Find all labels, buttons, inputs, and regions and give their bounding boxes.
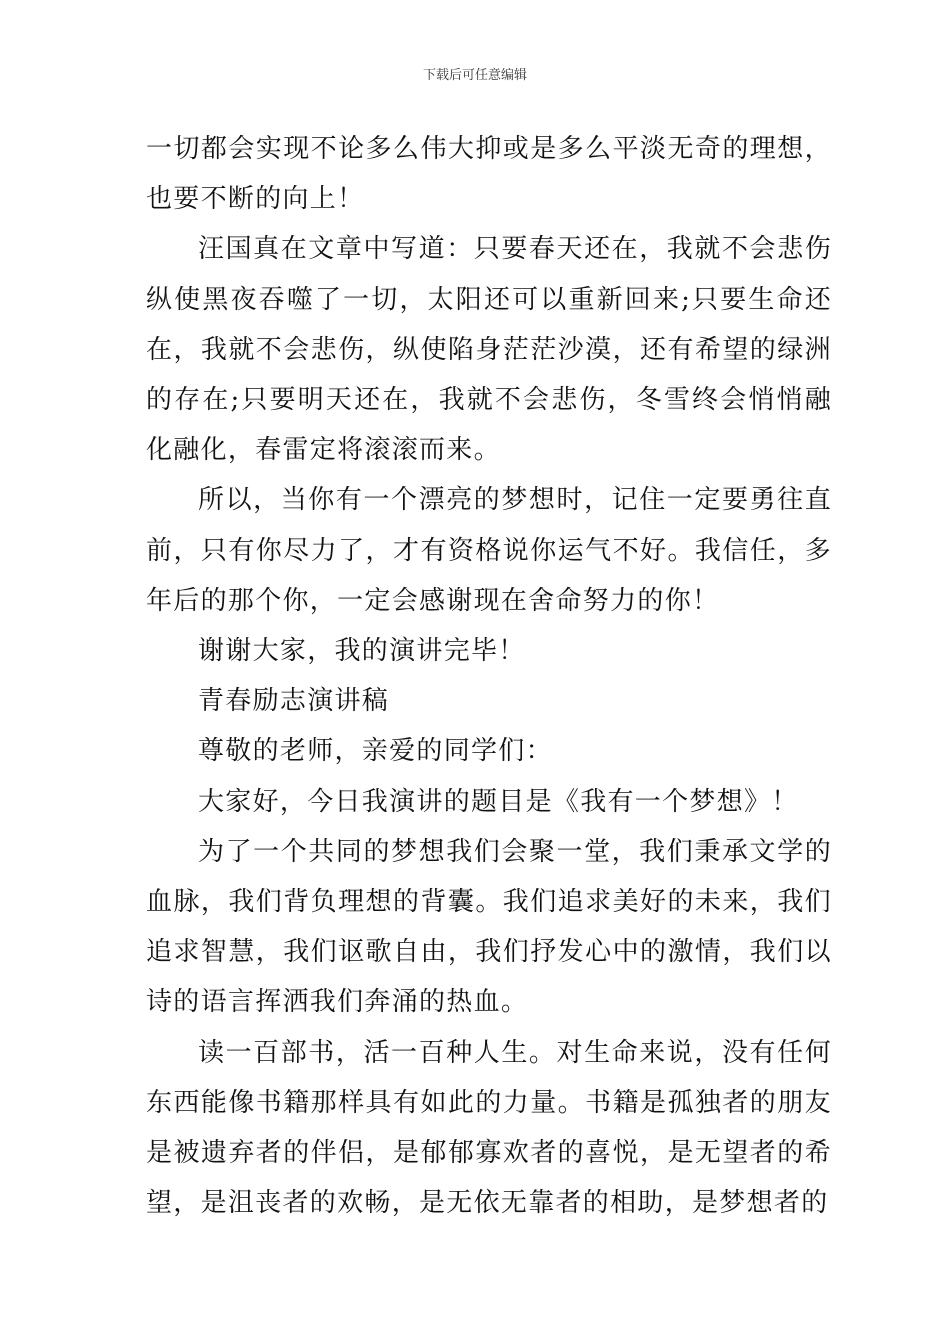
paragraph: 所以，当你有一个漂亮的梦想时，记住一定要勇往直前，只有你尽力了，才有资格说你运气不好。我信任，多年后的那个你，一定会感谢现在舍命努力的你！ bbox=[146, 485, 832, 616]
paragraph: 读一百部书，活一百种人生。对生命来说，没有任何东西能像书籍那样具有如此的力量。书籍是孤独者的朋友是被遗弃者的伴侣，是郁郁寡欢者的喜悦，是无望者的希望，是沮丧者的欢畅，是无依无靠者的相助，是梦想者的 bbox=[146, 1037, 832, 1219]
paragraph: 汪国真在文章中写道：只要春天还在，我就不会悲伤纵使黑夜吞噬了一切，太阳还可以重新回来;只要生命还在，我就不会悲伤，纵使陷身茫茫沙漠，还有希望的绿洲的存在;只要明天还在，我就不会悲伤，冬雪终会悄悄融化融化，春雷定将滚滚而来。 bbox=[146, 234, 832, 466]
paragraph: 为了一个共同的梦想我们会聚一堂，我们秉承文学的血脉，我们背负理想的背囊。我们追求美好的未来，我们追求智慧，我们讴歌自由，我们抒发心中的激情，我们以诗的语言挥洒我们奔涌的热血。 bbox=[146, 836, 832, 1018]
paragraph: 大家好，今日我演讲的题目是《我有一个梦想》！ bbox=[198, 786, 799, 817]
paragraph: 谢谢大家，我的演讲完毕！ bbox=[198, 636, 526, 667]
document-body bbox=[146, 124, 832, 1228]
section-title: 青春励志演讲稿 bbox=[198, 686, 390, 717]
page-header: 下载后可任意编辑 bbox=[422, 68, 527, 83]
salutation: 尊敬的老师，亲爱的同学们： bbox=[198, 736, 553, 767]
paragraph: 一切都会实现不论多么伟大抑或是多么平淡无奇的理想，也要不断的向上！ bbox=[146, 134, 832, 215]
